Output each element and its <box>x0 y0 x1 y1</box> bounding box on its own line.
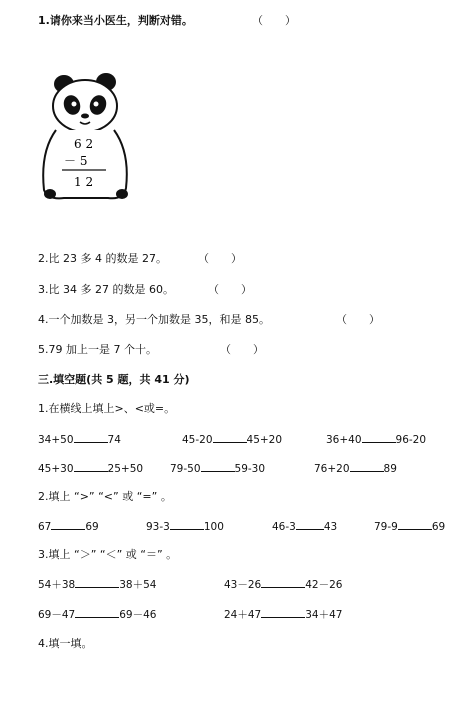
answer-blank[interactable] <box>201 461 235 472</box>
question-1-text <box>38 14 193 28</box>
question-3-text: 3.比 34 多 27 的数是 60。 <box>38 283 174 296</box>
fill-3-item: 43－26 42－26 <box>224 579 343 591</box>
answer-blank[interactable] <box>362 432 396 443</box>
fill-1-item: 45+30 25+50 <box>38 463 144 475</box>
answer-blank[interactable] <box>170 519 204 530</box>
fill-4-text: 4.填一填。 <box>38 637 93 650</box>
question-1-answer-paren[interactable]: （ ） <box>252 14 296 27</box>
vertical-top: 6 2 <box>74 137 94 151</box>
fill-3-item: 24＋47 34＋47 <box>224 609 343 621</box>
answer-blank[interactable] <box>74 461 108 472</box>
question-1-label: 1.请你来当小医生，判断对错。 <box>38 14 193 27</box>
answer-blank[interactable] <box>350 461 384 472</box>
fill-1-item: 76+20 89 <box>314 463 397 475</box>
question-3-answer-paren[interactable]: （ ） <box>208 283 252 296</box>
answer-blank[interactable] <box>296 519 324 530</box>
question-4-answer-paren[interactable]: （ ） <box>336 313 380 326</box>
answer-blank[interactable] <box>75 607 119 618</box>
section-3-title: 三.填空题(共 5 题，共 41 分) <box>38 373 190 386</box>
fill-2-item: 79-9 69 <box>374 521 446 533</box>
question-2-answer-paren[interactable]: （ ） <box>198 252 242 265</box>
question-2-text: 2.比 23 多 4 的数是 27。 <box>38 252 167 265</box>
question-5-text: 5.79 加上一是 7 个十。 <box>38 343 157 356</box>
fill-1-item: 34+50 74 <box>38 434 121 446</box>
answer-blank[interactable] <box>74 432 108 443</box>
answer-blank[interactable] <box>398 519 432 530</box>
answer-blank[interactable] <box>261 577 305 588</box>
answer-blank[interactable] <box>51 519 85 530</box>
fill-1-item: 45-20 45+20 <box>182 434 283 446</box>
fill-1-text: 1.在横线上填上>、<或=。 <box>38 402 176 415</box>
answer-blank[interactable] <box>213 432 247 443</box>
question-5-answer-paren[interactable]: （ ） <box>220 343 264 356</box>
answer-blank[interactable] <box>75 577 119 588</box>
panda-illustration <box>36 72 136 206</box>
vertical-operand: － 5 <box>64 154 88 168</box>
fill-3-item: 54＋38 38＋54 <box>38 579 157 591</box>
fill-2-item: 93-3 100 <box>146 521 224 533</box>
fill-3-text: 3.填上 “＞” “＜” 或 “＝” 。 <box>38 548 178 561</box>
fill-2-item: 67 69 <box>38 521 99 533</box>
fill-1-item: 36+40 96-20 <box>326 434 427 446</box>
answer-blank[interactable] <box>261 607 305 618</box>
question-4-text: 4.一个加数是 3，另一个加数是 35，和是 85。 <box>38 313 270 326</box>
fill-2-text: 2.填上 “>” “<” 或 “=” 。 <box>38 490 172 503</box>
fill-3-item: 69－47 69－46 <box>38 609 157 621</box>
vertical-result: 1 2 <box>74 175 94 189</box>
fill-1-item: 79-50 59-30 <box>170 463 266 475</box>
fill-2-item: 46-3 43 <box>272 521 338 533</box>
